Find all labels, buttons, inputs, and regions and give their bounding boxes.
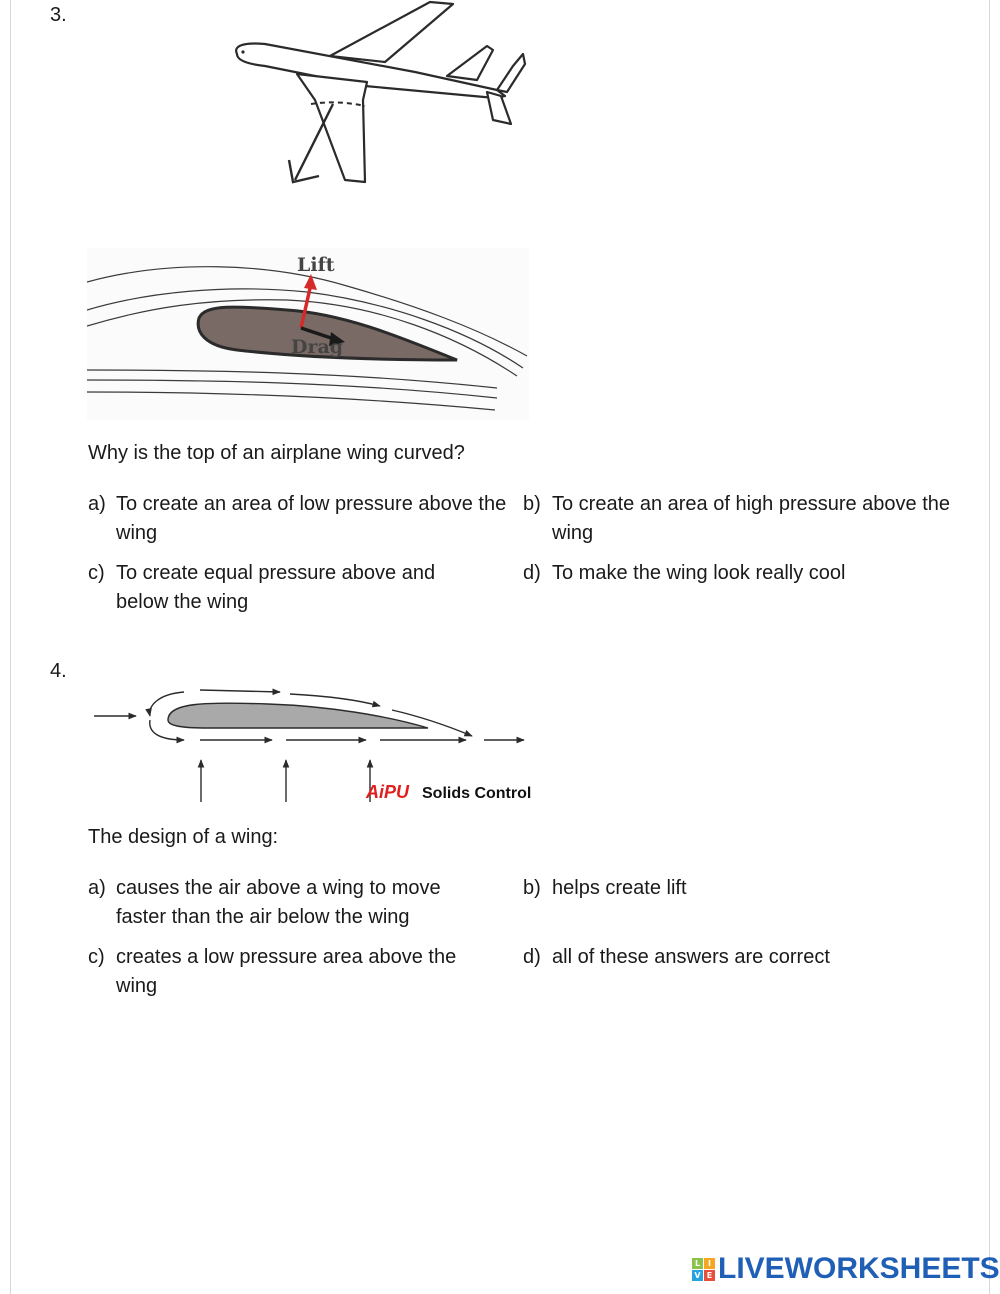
- option-letter: b): [523, 877, 541, 899]
- option-text: To create an area of high pressure above the wing: [552, 493, 951, 544]
- option-letter: d): [523, 946, 541, 968]
- question-3-option-c[interactable]: [88, 559, 468, 617]
- option-letter: b): [523, 493, 541, 515]
- brand-suffix-text: Solids Control: [422, 785, 532, 802]
- lift-label: Lift: [297, 254, 335, 276]
- airfoil-airflow-diagram: [88, 680, 533, 810]
- option-text: causes the air above a wing to move faster than the air below the wing: [116, 877, 441, 928]
- option-text: To make the wing look really cool: [552, 562, 846, 584]
- question-4-option-a[interactable]: [88, 874, 488, 932]
- option-text: helps create lift: [552, 877, 687, 899]
- liveworksheets-logo: [692, 1252, 1000, 1286]
- airfoil-shape: [168, 703, 428, 728]
- page-border-left: [10, 0, 11, 1294]
- question-4-option-c[interactable]: [88, 943, 498, 1001]
- wing-cross-section-diagram: [87, 248, 529, 420]
- question-4-prompt: The design of a wing:: [88, 826, 279, 848]
- airplane-illustration: [225, 0, 535, 190]
- option-letter: c): [88, 946, 105, 968]
- logo-grid-icon: L I V E: [692, 1258, 715, 1281]
- option-letter: c): [88, 562, 105, 584]
- option-letter: a): [88, 877, 106, 899]
- question-3-option-b[interactable]: [523, 490, 953, 548]
- option-text: To create an area of low pressure above the wing: [116, 493, 507, 544]
- question-3-number: 3.: [50, 4, 67, 26]
- brand-logo-text: AiPU: [366, 782, 410, 802]
- option-letter: a): [88, 493, 106, 515]
- logo-wordmark: LIVEWORKSHEETS: [718, 1252, 1000, 1285]
- question-3-option-a[interactable]: [88, 490, 508, 548]
- question-4-option-b[interactable]: [523, 874, 953, 903]
- option-letter: d): [523, 562, 541, 584]
- page-border-right: [989, 0, 990, 1294]
- option-text: To create equal pressure above and below the wing: [116, 562, 436, 613]
- question-4-number: 4.: [50, 660, 67, 682]
- drag-label: Drag: [291, 336, 344, 358]
- option-text: all of these answers are correct: [552, 946, 830, 968]
- option-text: creates a low pressure area above the wing: [116, 946, 457, 997]
- question-3-prompt: Why is the top of an airplane wing curved?: [88, 442, 465, 464]
- question-4-option-d[interactable]: [523, 943, 953, 972]
- question-3-option-d[interactable]: [523, 559, 953, 588]
